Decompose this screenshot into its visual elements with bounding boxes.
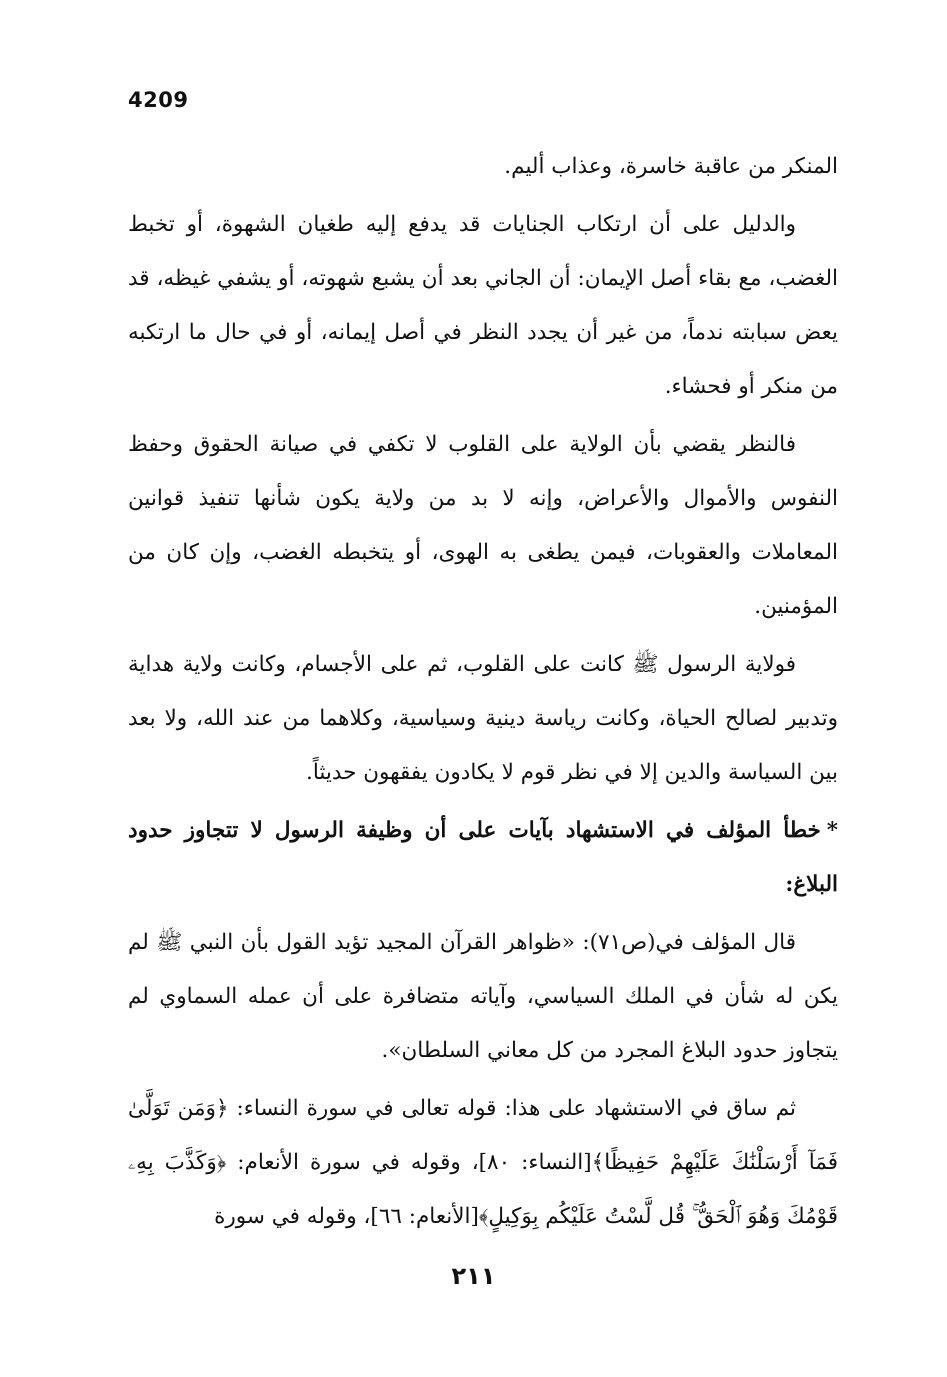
paragraph-5: قال المؤلف في(ص٧١): «ظواهر القرآن المجيد تؤيد القول بأن النبي ﷺ لم يكن له شأن في الملك السياسي، وآياته متضافرة على أن عمله السماوي لم يتجاوز حدود البلاغ المجرد من كل معاني السلطان». — [128, 930, 838, 1063]
paragraph-6: ثم ساق في الاستشهاد على هذا: قوله تعالى في سورة النساء: ﴿وَمَن تَوَلَّىٰ فَمَآ أَرْسَلْنَٰكَ عَلَيْهِمْ حَفِيظًا﴾[النساء: ٨٠]، وقوله في سورة الأنعام: ﴿وَكَذَّبَ بِهِۦ قَوْمُكَ وَهُوَ ٱلْحَقُّ ۚ قُل لَّسْتُ عَلَيْكُم بِوَكِيلٍ﴾[الأنعام: ٦٦]، وقوله في سورة — [128, 1096, 838, 1229]
body-text — [128, 140, 838, 1248]
paragraph-2: والدليل على أن ارتكاب الجنايات قد يدفع إليه طغيان الشهوة، أو تخبط الغضب، مع بقاء أصل الإيمان: أن الجاني بعد أن يشبع شهوته، أو يشفي غيظه، قد يعض سبابته ندماً، من غير أن يجدد النظر في أصل إيمانه، أو في حال ما ارتكبه من منكر أو فحشاء. — [128, 212, 838, 399]
paragraph-1: المنكر من عاقبة خاسرة، وعذاب أليم. — [504, 154, 838, 179]
heading-star-marker: * — [826, 818, 838, 843]
paragraph-3: فالنظر يقضي بأن الولاية على القلوب لا تكفي في صيانة الحقوق وحفظ النفوس والأموال والأعراض، وإنه لا بد من ولاية يكون شأنها تنفيذ قوانين المعاملات والعقوبات، فيمن يطغى به الهوى، أو يتخبطه الغضب، وإن كان من المؤمنين. — [128, 432, 838, 619]
section-heading — [128, 804, 838, 912]
page-id: 4209 — [128, 88, 189, 112]
paragraph-4: فولاية الرسول ﷺ كانت على القلوب، ثم على الأجسام، وكانت ولاية هداية وتدبير لصالح الحياة، وكانت رياسة دينية وسياسية، وكلاهما من عند الله، ولا بعد بين السياسة والدين إلا في نظر قوم لا يكادون يفقهون حديثاً. — [128, 652, 838, 785]
section-heading-text: خطأ المؤلف في الاستشهاد بآيات على أن وظيفة الرسول لا تتجاوز حدود البلاغ: — [128, 818, 838, 897]
page-number: ٢١١ — [451, 1262, 496, 1290]
